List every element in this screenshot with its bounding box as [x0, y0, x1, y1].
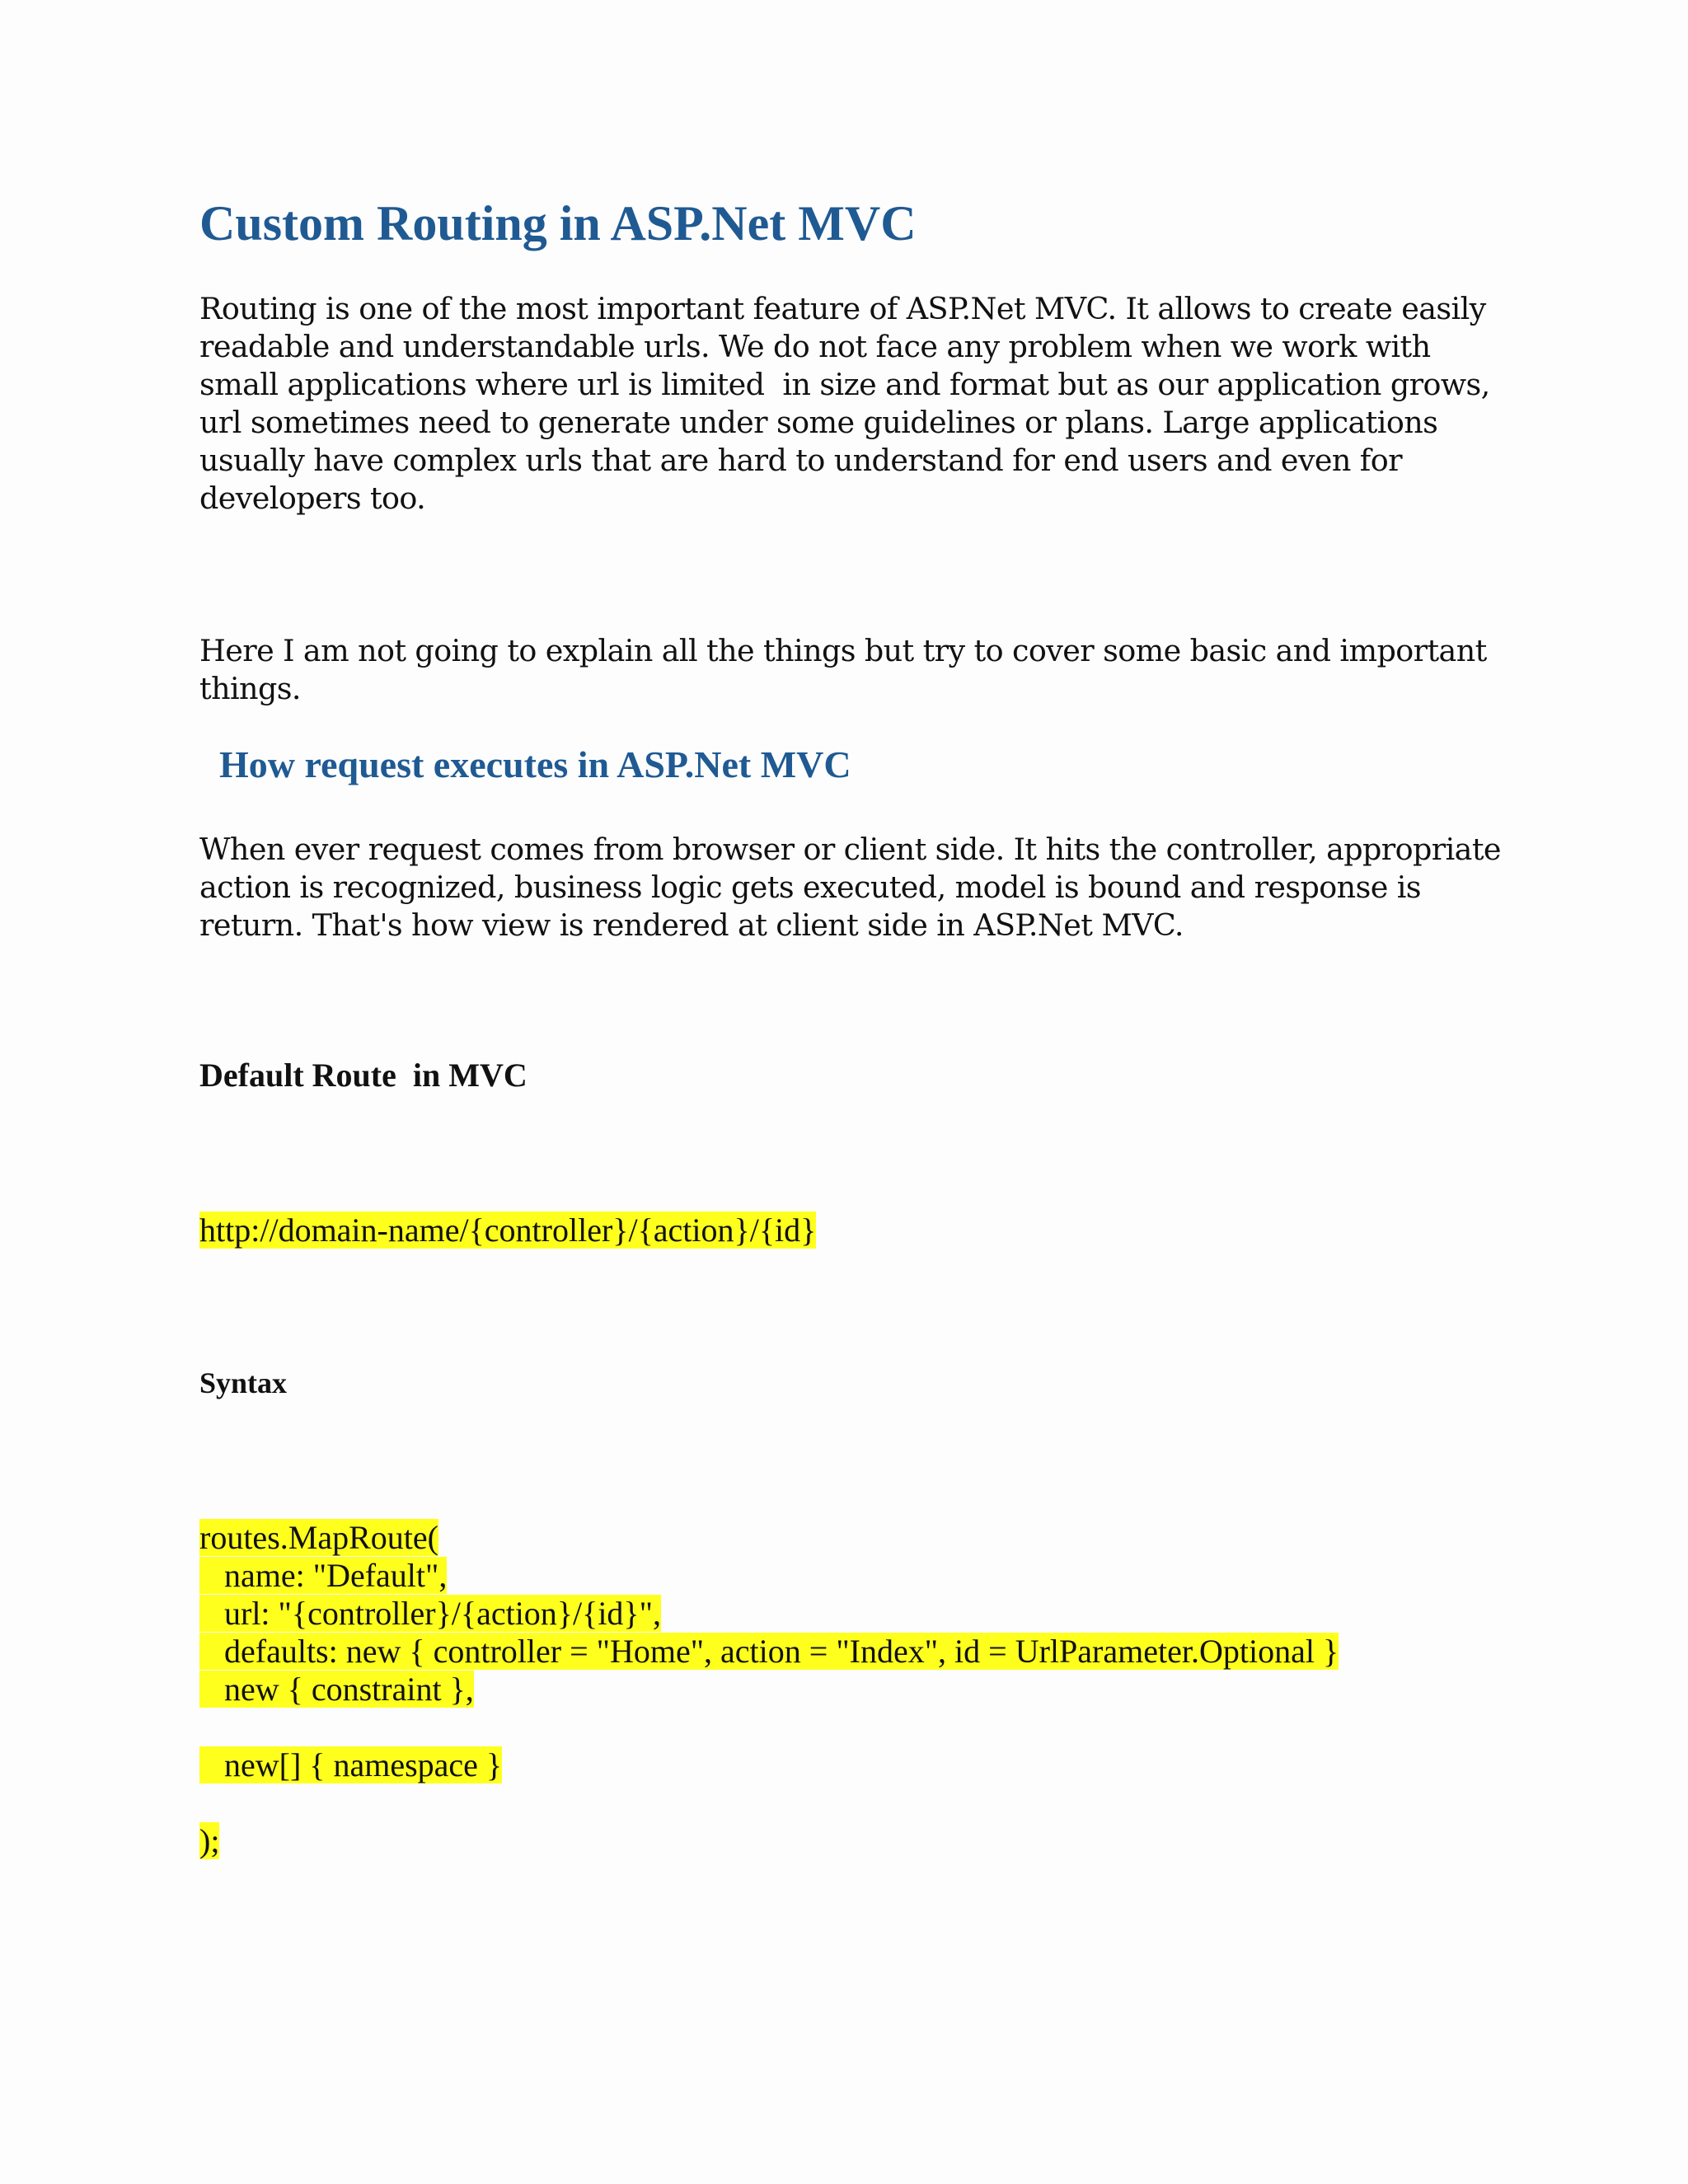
code-line [199, 1633, 1339, 1671]
scope-line: things. [199, 671, 301, 706]
highlighted-code: url: "{controller}/{action}/{id}", [199, 1595, 661, 1632]
highlighted-code: routes.MapRoute( [199, 1519, 438, 1556]
intro-line: url sometimes need to generate under some guidelines or plans. Large applications [199, 405, 1438, 440]
highlighted-code: ); [199, 1822, 220, 1859]
default-route-heading: Default Route in MVC [199, 1057, 528, 1094]
highlighted-code: new[] { namespace } [199, 1746, 503, 1783]
intro-line: Routing is one of the most important feature of ASP.Net MVC. It allows to create easily [199, 291, 1486, 326]
document-title: Custom Routing in ASP.Net MVC [199, 196, 917, 251]
highlighted-code: defaults: new { controller = "Home", action = "Index", id = UrlParameter.Optional } [199, 1633, 1339, 1670]
request-line: return. That's how view is rendered at client side in ASP.Net MVC. [199, 907, 1184, 943]
highlighted-url: http://domain-name/{controller}/{action}/{id} [199, 1212, 817, 1249]
default-route-url [199, 1212, 816, 1249]
code-line [199, 1557, 447, 1595]
code-line [199, 1671, 474, 1708]
code-line [199, 1746, 502, 1784]
scope-paragraph [199, 632, 1518, 708]
scope-line: Here I am not going to explain all the things but try to cover some basic and important [199, 633, 1487, 668]
request-line: When ever request comes from browser or client side. It hits the controller, appropriate [199, 832, 1501, 867]
code-line [199, 1822, 219, 1860]
intro-line: usually have complex urls that are hard to understand for end users and even for [199, 443, 1402, 478]
intro-line: small applications where url is limited in size and format but as our application grows, [199, 367, 1490, 402]
highlighted-code: new { constraint }, [199, 1671, 474, 1708]
intro-paragraph [199, 290, 1518, 518]
code-line [199, 1519, 438, 1557]
code-line [199, 1595, 661, 1633]
syntax-heading: Syntax [199, 1366, 288, 1399]
section-heading: How request executes in ASP.Net MVC [219, 743, 851, 785]
intro-line: developers too. [199, 480, 426, 516]
request-paragraph [199, 831, 1518, 944]
highlighted-code: name: "Default", [199, 1557, 448, 1594]
intro-line: readable and understandable urls. We do not face any problem when we work with [199, 329, 1431, 364]
request-line: action is recognized, business logic gets executed, model is bound and response is [199, 869, 1421, 905]
